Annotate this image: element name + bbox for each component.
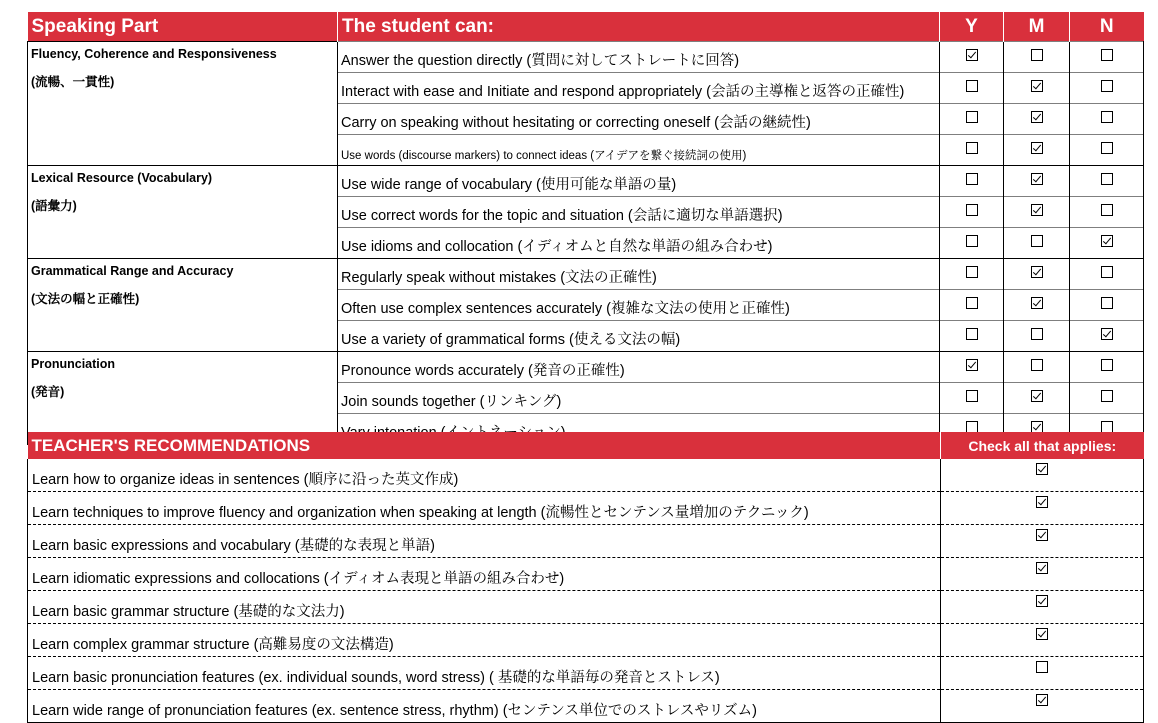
rating-checkbox-y[interactable] — [966, 49, 978, 61]
rating-checkbox-y[interactable] — [966, 266, 978, 278]
rating-checkbox-n[interactable] — [1101, 142, 1113, 154]
rating-cell-n — [1070, 321, 1144, 352]
rating-cell-n — [1070, 290, 1144, 321]
skill-row — [28, 352, 1144, 383]
recommendation-row — [28, 591, 1144, 624]
recommendation-text: Learn techniques to improve fluency and organization when speaking at length (流暢性とセンテンス量増加のテクニック) — [28, 492, 941, 525]
rating-cell-y — [940, 104, 1004, 135]
recommendation-row — [28, 492, 1144, 525]
skill-category — [28, 352, 338, 445]
speaking-part-header: Speaking Part — [28, 12, 338, 42]
recommendation-text: Learn wide range of pronunciation features (ex. sentence stress, rhythm) (センテンス単位でのストレスやリズム) — [28, 690, 941, 723]
recommendation-check-cell — [941, 624, 1144, 657]
skill-description: Use words (discourse markers) to connect ideas (アイデアを繋ぐ接続詞の使用) — [338, 135, 940, 166]
m-column-header: M — [1004, 12, 1070, 42]
skill-description: Use correct words for the topic and situation (会話に適切な単語選択) — [338, 197, 940, 228]
skill-description: Use wide range of vocabulary (使用可能な単語の量) — [338, 166, 940, 197]
rating-cell-y — [940, 166, 1004, 197]
rating-checkbox-m[interactable] — [1031, 235, 1043, 247]
rating-checkbox-y[interactable] — [966, 235, 978, 247]
recommendation-checkbox[interactable] — [1036, 661, 1048, 673]
recommendations-header: TEACHER'S RECOMMENDATIONS — [28, 432, 941, 459]
recommendation-check-cell — [941, 558, 1144, 591]
skill-description: Regularly speak without mistakes (文法の正確性) — [338, 259, 940, 290]
rating-checkbox-n[interactable] — [1101, 111, 1113, 123]
rating-cell-m — [1004, 228, 1070, 259]
rating-checkbox-m[interactable] — [1031, 390, 1043, 402]
skill-description: Use a variety of grammatical forms (使える文法の幅) — [338, 321, 940, 352]
skill-description: Join sounds together (リンキング) — [338, 383, 940, 414]
rating-checkbox-y[interactable] — [966, 204, 978, 216]
recommendation-text: Learn basic expressions and vocabulary (基礎的な表現と単語) — [28, 525, 941, 558]
recommendation-checkbox[interactable] — [1036, 529, 1048, 541]
rating-checkbox-m[interactable] — [1031, 142, 1043, 154]
skill-description: Answer the question directly (質問に対してストレートに回答) — [338, 42, 940, 73]
recommendation-checkbox[interactable] — [1036, 595, 1048, 607]
rating-cell-m — [1004, 104, 1070, 135]
skill-description: Pronounce words accurately (発音の正確性) — [338, 352, 940, 383]
category-name-en: Pronunciation — [31, 357, 116, 371]
rating-cell-m — [1004, 352, 1070, 383]
skill-category — [28, 259, 338, 352]
rating-cell-n — [1070, 383, 1144, 414]
recommendation-checkbox[interactable] — [1036, 463, 1048, 475]
teacher-recommendations-table — [27, 432, 1144, 723]
rating-cell-y — [940, 197, 1004, 228]
rating-checkbox-n[interactable] — [1101, 204, 1113, 216]
rating-cell-n — [1070, 42, 1144, 73]
rating-checkbox-n[interactable] — [1101, 49, 1113, 61]
rating-cell-n — [1070, 352, 1144, 383]
rating-checkbox-y[interactable] — [966, 328, 978, 340]
rating-checkbox-y[interactable] — [966, 142, 978, 154]
recommendation-text: Learn basic grammar structure (基礎的な文法力) — [28, 591, 941, 624]
rating-checkbox-m[interactable] — [1031, 359, 1043, 371]
category-name-en: Fluency, Coherence and Responsiveness — [31, 47, 277, 61]
rating-checkbox-y[interactable] — [966, 390, 978, 402]
rating-cell-m — [1004, 259, 1070, 290]
recommendation-check-cell — [941, 591, 1144, 624]
rating-cell-m — [1004, 383, 1070, 414]
rating-cell-y — [940, 228, 1004, 259]
category-name-jp: (発音) — [31, 385, 65, 399]
recommendation-text: Learn idiomatic expressions and collocations (イディオム表現と単語の組み合わせ) — [28, 558, 941, 591]
rating-checkbox-n[interactable] — [1101, 297, 1113, 309]
recommendation-text: Learn basic pronunciation features (ex. individual sounds, word stress) ( 基礎的な単語毎の発音とストレス) — [28, 657, 941, 690]
rating-checkbox-n[interactable] — [1101, 266, 1113, 278]
skills-header-row — [28, 12, 1144, 42]
recommendation-check-cell — [941, 492, 1144, 525]
recommendation-row — [28, 690, 1144, 723]
skill-description: Often use complex sentences accurately (複雑な文法の使用と正確性) — [338, 290, 940, 321]
rating-cell-y — [940, 259, 1004, 290]
rating-checkbox-m[interactable] — [1031, 328, 1043, 340]
recommendation-checkbox[interactable] — [1036, 496, 1048, 508]
recommendation-row — [28, 657, 1144, 690]
rating-cell-n — [1070, 73, 1144, 104]
recommendation-row — [28, 558, 1144, 591]
rating-cell-n — [1070, 197, 1144, 228]
recommendation-checkbox[interactable] — [1036, 628, 1048, 640]
student-can-header: The student can: — [338, 12, 940, 42]
recommendation-check-cell — [941, 525, 1144, 558]
skill-row — [28, 259, 1144, 290]
y-column-header: Y — [940, 12, 1004, 42]
recommendation-row — [28, 525, 1144, 558]
rating-checkbox-m[interactable] — [1031, 297, 1043, 309]
skill-category — [28, 166, 338, 259]
rating-checkbox-y[interactable] — [966, 359, 978, 371]
rating-cell-y — [940, 321, 1004, 352]
rating-checkbox-m[interactable] — [1031, 204, 1043, 216]
rating-checkbox-n[interactable] — [1101, 390, 1113, 402]
n-column-header: N — [1070, 12, 1144, 42]
skill-row — [28, 42, 1144, 73]
speaking-skills-table — [27, 12, 1144, 445]
recommendation-row — [28, 459, 1144, 492]
rating-checkbox-n[interactable] — [1101, 235, 1113, 247]
recommendation-checkbox[interactable] — [1036, 562, 1048, 574]
rating-checkbox-n[interactable] — [1101, 359, 1113, 371]
rating-cell-m — [1004, 42, 1070, 73]
rating-checkbox-n[interactable] — [1101, 173, 1113, 185]
skill-description: Use idioms and collocation (イディオムと自然な単語の組み合わせ) — [338, 228, 940, 259]
rating-cell-n — [1070, 228, 1144, 259]
skill-description: Carry on speaking without hesitating or correcting oneself (会話の継続性) — [338, 104, 940, 135]
recommendation-text: Learn complex grammar structure (高難易度の文法構造) — [28, 624, 941, 657]
skill-category — [28, 42, 338, 166]
rating-cell-y — [940, 42, 1004, 73]
rating-cell-n — [1070, 259, 1144, 290]
category-name-jp: (流暢、一貫性) — [31, 75, 115, 89]
rating-cell-y — [940, 135, 1004, 166]
recommendation-text: Learn how to organize ideas in sentences (順序に沿った英文作成) — [28, 459, 941, 492]
check-all-header: Check all that applies: — [941, 432, 1144, 459]
rating-checkbox-m[interactable] — [1031, 80, 1043, 92]
recommendations-header-row — [28, 432, 1144, 459]
rating-checkbox-y[interactable] — [966, 173, 978, 185]
rating-checkbox-m[interactable] — [1031, 49, 1043, 61]
rating-checkbox-m[interactable] — [1031, 111, 1043, 123]
rating-checkbox-m[interactable] — [1031, 266, 1043, 278]
recommendation-checkbox[interactable] — [1036, 694, 1048, 706]
rating-cell-m — [1004, 135, 1070, 166]
recommendation-check-cell — [941, 657, 1144, 690]
category-name-en: Grammatical Range and Accuracy — [31, 264, 234, 278]
rating-checkbox-m[interactable] — [1031, 173, 1043, 185]
rating-cell-y — [940, 73, 1004, 104]
rating-checkbox-y[interactable] — [966, 297, 978, 309]
recommendation-check-cell — [941, 690, 1144, 723]
skill-row — [28, 166, 1144, 197]
rating-cell-m — [1004, 73, 1070, 104]
rating-cell-m — [1004, 166, 1070, 197]
rating-cell-m — [1004, 321, 1070, 352]
rating-cell-y — [940, 352, 1004, 383]
rating-checkbox-y[interactable] — [966, 80, 978, 92]
recommendation-check-cell — [941, 459, 1144, 492]
category-name-jp: (文法の幅と正確性) — [31, 292, 140, 306]
rating-cell-m — [1004, 197, 1070, 228]
skill-description: Interact with ease and Initiate and respond appropriately (会話の主導権と返答の正確性) — [338, 73, 940, 104]
rating-cell-m — [1004, 290, 1070, 321]
rating-checkbox-n[interactable] — [1101, 328, 1113, 340]
rating-checkbox-y[interactable] — [966, 111, 978, 123]
rating-cell-n — [1070, 135, 1144, 166]
rating-cell-y — [940, 290, 1004, 321]
rating-checkbox-n[interactable] — [1101, 80, 1113, 92]
rating-cell-n — [1070, 104, 1144, 135]
recommendation-row — [28, 624, 1144, 657]
category-name-jp: (語彙力) — [31, 199, 77, 213]
rating-cell-n — [1070, 166, 1144, 197]
category-name-en: Lexical Resource (Vocabulary) — [31, 171, 213, 185]
rating-cell-y — [940, 383, 1004, 414]
